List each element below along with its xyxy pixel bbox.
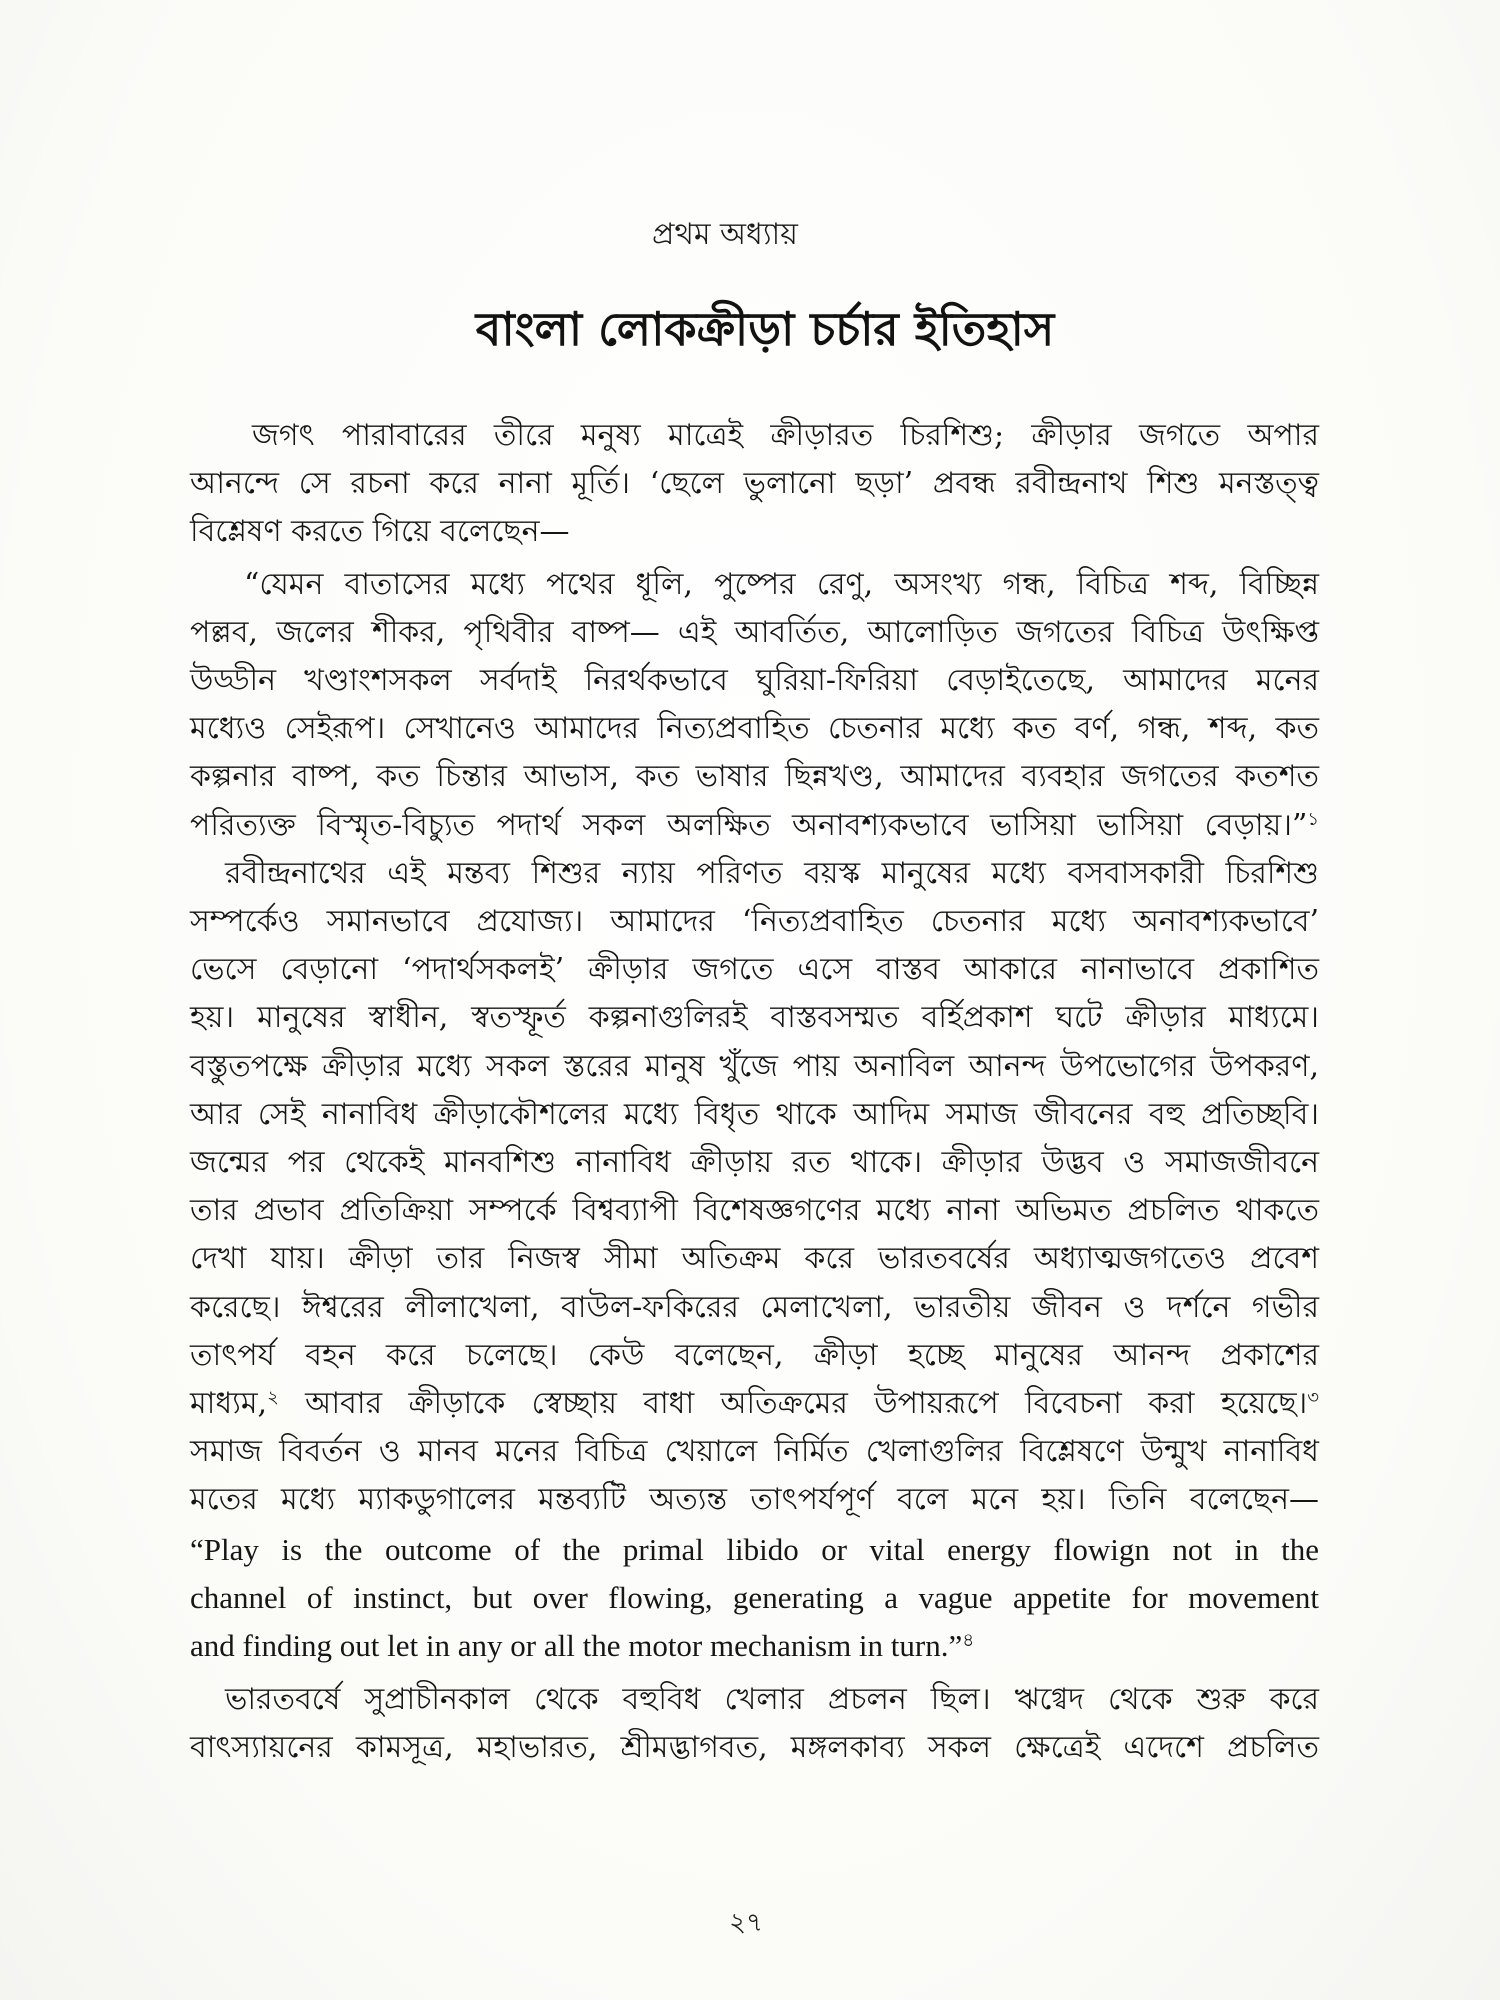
text-line: “যেমন বাতাসের মধ্যে পথের ধূলি, পুষ্পের রেণু, অসংখ্য গন্ধ, বিচিত্র শব্দ, বিচ্ছিন্ন (244, 566, 1319, 602)
text-line-content: মাধ্যম, (190, 1386, 268, 1422)
text-line: আনন্দে সে রচনা করে নানা মূর্তি। ‘ছেলে ভুলানো ছড়া’ প্রবন্ধ রবীন্দ্রনাথ শিশু মনস্তত্ত্ব (190, 466, 1319, 502)
text-line: সমাজ বিবর্তন ও মানব মনের বিচিত্র খেয়ালে নির্মিত খেলাগুলির বিশ্লেষণে উন্মুখ নানাবিধ (190, 1434, 1319, 1470)
text-line: বাৎস্যায়নের কামসূত্র, মহাভারত, শ্রীমদ্ভাগবত, মঙ্গলকাব্য সকল ক্ষেত্রেই এদেশে প্রচলিত (190, 1730, 1319, 1766)
text-line: তাৎপর্য বহন করে চলেছে। কেউ বলেছেন, ক্রীড়া হচ্ছে মানুষের আনন্দ প্রকাশের (190, 1337, 1319, 1373)
paragraph-intro (190, 412, 1319, 557)
page-number: ২৭ (729, 1908, 763, 1938)
text-line (190, 1380, 1319, 1428)
text-line: সম্পর্কেও সমানভাবে প্রযোজ্য। আমাদের ‘নিত্যপ্রবাহিত চেতনার মধ্যে অনাবশ্যকভাবে’ (190, 904, 1319, 940)
text-line: পল্লব, জলের শীকর, পৃথিবীর বাষ্প— এই আবর্তিত, আলোড়িত জগতের বিচিত্র উৎক্ষিপ্ত (190, 614, 1319, 650)
text-line-content: and finding out let in any or all the motor mechanism in turn.” (190, 1628, 963, 1664)
footnote-marker: ১ (1307, 808, 1319, 830)
text-line: উড্ডীন খণ্ডাংশসকল সর্বদাই নিরর্থকভাবে ঘুরিয়া-ফিরিয়া বেড়াইতেছে, আমাদের মনের (190, 663, 1319, 699)
footnote-marker: ৪ (962, 1629, 975, 1651)
text-line: বস্তুতপক্ষে ক্রীড়ার মধ্যে সকল স্তরের মানুষ খুঁজে পায় অনাবিল আনন্দ উপভোগের উপকরণ, (190, 1048, 1319, 1084)
text-line: জগৎ পারাবারের তীরে মনুষ্য মাত্রেই ক্রীড়ারত চিরশিশু; ক্রীড়ার জগতে অপার (252, 418, 1319, 453)
chapter-label: প্রথম অধ্যায় (652, 217, 798, 252)
paragraph-quotation (190, 561, 1319, 850)
paragraph-english-quotation (190, 1526, 1319, 1671)
footnote-marker: ৩ (1307, 1387, 1319, 1409)
text-line (190, 1622, 1319, 1670)
text-line: “Play is the outcome of the primal libido or vital energy flowign not in the (190, 1531, 1319, 1567)
text-line: তার প্রভাব প্রতিক্রিয়া সম্পর্কে বিশ্বব্যাপী বিশেষজ্ঞগণের মধ্যে নানা অভিমত প্রচলিত থাকতে (190, 1193, 1319, 1229)
text-line: রবীন্দ্রনাথের এই মন্তব্য শিশুর ন্যায় পরিণত বয়স্ক মানুষের মধ্যে বসবাসকারী চিরশিশু (225, 855, 1319, 891)
text-line: ভেসে বেড়ানো ‘পদার্থসকলই’ ক্রীড়ার জগতে এসে বাস্তব আকারে নানাভাবে প্রকাশিত (190, 952, 1319, 988)
chapter-title: বাংলা লোকক্রীড়া চর্চার ইতিহাস (475, 302, 1055, 356)
text-line: কল্পনার বাষ্প, কত চিন্তার আভাস, কত ভাষার ছিন্নখণ্ড, আমাদের ব্যবহার জগতের কতশত (190, 759, 1319, 795)
paragraph-continuation (190, 1676, 1319, 1772)
text-line: channel of instinct, but over flowing, generating a vague appetite for movement (190, 1579, 1319, 1615)
text-line: ভারতবর্ষে সুপ্রাচীনকাল থেকে বহুবিধ খেলার প্রচলন ছিল। ঋগ্বেদ থেকে শুরু করে (225, 1682, 1319, 1718)
text-line: বিশ্লেষণ করতে গিয়ে বলেছেন— (190, 514, 570, 550)
text-line: মধ্যেও সেইরূপ। সেখানেও আমাদের নিত্যপ্রবাহিত চেতনার মধ্যে কত বর্ণ, গন্ধ, শব্দ, কত (190, 711, 1319, 747)
text-line: হয়। মানুষের স্বাধীন, স্বতস্ফূর্ত কল্পনাগুলিরই বাস্তবসম্মত বর্হিপ্রকাশ ঘটে ক্রীড়ার মাধ্যমে। (190, 1000, 1319, 1036)
body-text (190, 412, 1319, 1773)
text-line (190, 802, 1319, 850)
text-line-content: আবার ক্রীড়াকে স্বেচ্ছায় বাধা অতিক্রমের উপায়রূপে বিবেচনা করা হয়েছে। (278, 1386, 1308, 1422)
text-line: জন্মের পর থেকেই মানবশিশু নানাবিধ ক্রীড়ায় রত থাকে। ক্রীড়ার উদ্ভব ও সমাজজীবনে (190, 1145, 1319, 1181)
paragraph-main (190, 850, 1319, 1525)
text-line: দেখা যায়। ক্রীড়া তার নিজস্ব সীমা অতিক্রম করে ভারতবর্ষের অধ্যাত্মজগতেও প্রবেশ (190, 1241, 1319, 1277)
text-line: আর সেই নানাবিধ ক্রীড়াকৌশলের মধ্যে বিধৃত থাকে আদিম সমাজ জীবনের বহু প্রতিচ্ছবি। (190, 1096, 1319, 1132)
text-line: করেছে। ঈশ্বরের লীলাখেলা, বাউল-ফকিরের মেলাখেলা, ভারতীয় জীবন ও দর্শনে গভীর (190, 1289, 1319, 1325)
text-line-content: পরিত্যক্ত বিস্মৃত-বিচ্যুত পদার্থ সকল অলক্ষিত অনাবশ্যকভাবে ভাসিয়া ভাসিয়া বেড়ায়।” (190, 807, 1308, 843)
footnote-marker: ২ (267, 1387, 279, 1409)
text-line: মতের মধ্যে ম্যাকডুগালের মন্তব্যটি অত্যন্ত তাৎপর্যপূর্ণ বলে মনে হয়। তিনি বলেছেন— (190, 1482, 1319, 1518)
